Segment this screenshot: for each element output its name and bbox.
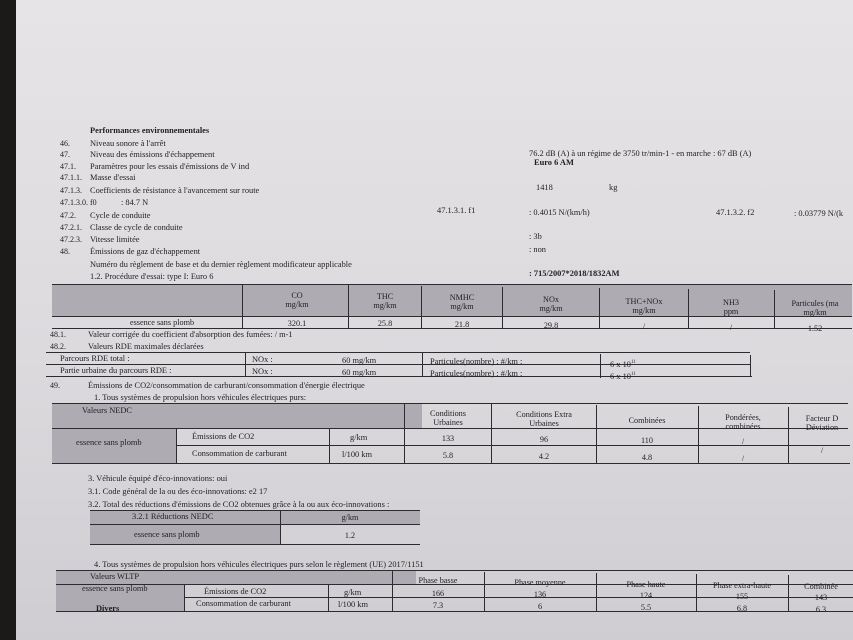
section-num: 47.2. xyxy=(60,211,76,220)
row-unit: g/km xyxy=(344,588,362,597)
table-cell: 6.8 xyxy=(736,604,748,613)
table-cell: / xyxy=(642,322,646,331)
section-label: Cycle de conduite xyxy=(90,211,151,220)
rde-part-value: 6 x $10^{11}$ xyxy=(610,371,636,381)
section-num: 47.2.3. xyxy=(60,235,82,244)
section-label: Classe de cycle de conduite xyxy=(90,223,183,232)
table-cell: 133 xyxy=(441,434,455,443)
section-value: : 3b xyxy=(529,232,542,241)
rde-nox-label: NOx : xyxy=(252,355,273,364)
col-header: Phase haute xyxy=(626,580,666,589)
col-header: NMHC mg/km xyxy=(449,293,475,311)
table-cell: 4.2 xyxy=(538,452,550,461)
footer-label: Divers xyxy=(96,604,120,613)
rde-row-label: Partie urbaine du parcours RDE : xyxy=(60,366,172,375)
table-cell: 124 xyxy=(639,591,653,600)
section-num: 47. xyxy=(60,150,70,159)
col-header: Conditions Urbaines xyxy=(430,409,466,427)
section-value: : non xyxy=(529,245,546,254)
section-label: Masse d'essai xyxy=(90,173,136,182)
section-label: Émissions de CO2/consommation de carburant/consommation d'énergie électrique xyxy=(88,381,365,390)
subsection-label: 1. Tous systèmes de propulsion hors véhicules électriques purs: xyxy=(94,393,307,402)
fuel-label: essence sans plomb xyxy=(82,584,148,593)
section-label: : 84.7 N xyxy=(121,198,149,207)
section-extra-label: 47.1.3.2. f2 xyxy=(716,208,755,217)
section-num: 47.2.1. xyxy=(60,223,82,232)
table-cell: 166 xyxy=(431,589,445,598)
eco-line: 3.1. Code général de la ou des éco-innovations: e2 17 xyxy=(88,487,268,496)
col-header: Combinée xyxy=(804,582,838,591)
section-label: Niveau des émissions d'échappement xyxy=(90,150,215,159)
section-label: Valeurs RDE maximales déclarées xyxy=(88,342,204,351)
section-label: Émissions de gaz d'échappement xyxy=(90,247,201,256)
table-cell: 110 xyxy=(641,436,653,445)
table-cell: 155 xyxy=(735,592,749,601)
section-num: 47.1.1. xyxy=(60,173,82,182)
section-num: 49. xyxy=(50,381,60,390)
rde-part-value: 6 x $10^{11}$ xyxy=(610,359,636,369)
rde-nox-label: NOx : xyxy=(252,367,273,376)
fuel-label: essence sans plomb xyxy=(134,530,200,539)
col-header: Phase moyenne xyxy=(514,578,566,587)
table-cell: 5.5 xyxy=(640,603,652,612)
section-num: 47.1. xyxy=(60,162,76,171)
wltp-title: Valeurs WLTP xyxy=(90,572,140,581)
table-cell: / xyxy=(820,446,824,455)
subsection-label: 4. Tous systèmes de propulsion hors véhicules électriques purs selon le règlement (UE) 2017/1151 xyxy=(94,560,424,569)
section-value: 76.2 dB (A) à un régime de 3750 tr/min-1 - en marche : 67 dB (A) xyxy=(529,149,752,158)
table-cell: / xyxy=(741,437,745,446)
document-page xyxy=(16,0,853,640)
section-extra-value: : 0.4015 N/(km/h) xyxy=(529,208,590,217)
rde-nox-value: 60 mg/km xyxy=(342,356,377,365)
rde-nox-value: 60 mg/km xyxy=(342,368,377,377)
section-num: 48. xyxy=(60,247,70,256)
row-label: Émissions de CO2 xyxy=(192,432,255,441)
row-unit: l/100 km xyxy=(342,450,373,459)
table-cell: 96 xyxy=(539,435,549,444)
table-cell: 143 xyxy=(814,593,828,602)
eco-line: 3. Véhicule équipé d'éco-innovations: oui xyxy=(88,474,228,483)
section-label: Coefficients de résistance à l'avancement sur route xyxy=(90,186,260,195)
table-cell: 320.1 xyxy=(287,319,307,328)
section-label: Niveau sonore à l'arrêt xyxy=(90,139,166,148)
rde-part-label: Particules(nombre) : #/km : xyxy=(430,369,523,378)
col-header: THC+NOx mg/km xyxy=(625,297,663,315)
reglement-value: : 715/2007*2018/1832AM xyxy=(529,269,620,278)
row-label: Consommation de carburant xyxy=(192,449,287,458)
row-unit: l/100 km xyxy=(338,600,369,609)
row-unit: g/km xyxy=(350,433,368,442)
table-cell: 21.8 xyxy=(454,320,470,329)
reduction-header: 3.2.1 Réductions NEDC xyxy=(132,512,214,521)
section-num: 48.2. xyxy=(50,342,66,351)
table-cell: / xyxy=(729,323,733,332)
section-num: 47.1.3. xyxy=(60,186,82,195)
section-num: 47.1.3.0. f0 xyxy=(60,198,97,207)
col-header: Phase basse xyxy=(418,576,458,585)
section-label: Valeur corrigée du coefficient d'absorption des fumées: / m-1 xyxy=(88,330,293,339)
col-header: Conditions Extra Urbaines xyxy=(516,410,572,428)
table-cell: 1.52 xyxy=(807,324,823,333)
section-label: Vitesse limitée xyxy=(90,235,140,244)
col-header: CO mg/km xyxy=(285,291,309,309)
col-header: NH3 ppm xyxy=(723,298,739,316)
section-extra-value: : 0.03779 N/(k xyxy=(794,209,844,218)
reglement-label: Numéro du règlement de base et du dernier règlement modificateur applicable xyxy=(90,260,352,269)
nedc-title: Valeurs NEDC xyxy=(82,406,133,415)
section-header: Performances environnementales xyxy=(90,126,210,135)
reduction-unit: g/km xyxy=(341,513,359,522)
section-unit: kg xyxy=(609,183,618,192)
col-header: Pondérées, combinées xyxy=(725,413,761,431)
col-header: Combinées xyxy=(628,416,666,425)
table-cell: 5.8 xyxy=(442,451,454,460)
table-cell: 4.8 xyxy=(641,453,653,462)
section-value: Euro 6 AM xyxy=(534,158,574,167)
reduction-value: 1.2 xyxy=(344,531,356,540)
table-cell: 7.3 xyxy=(432,601,444,610)
section-label: Paramètres pour les essais d'émissions de V ind xyxy=(90,162,250,171)
col-header: THC mg/km xyxy=(373,292,397,310)
section-num: 46. xyxy=(60,139,70,148)
col-header: Phase extra-haute xyxy=(713,581,771,590)
table-cell: 25.8 xyxy=(377,319,393,328)
section-value: 1418 xyxy=(536,183,553,192)
col-header: NOx mg/km xyxy=(539,295,563,313)
section-num: 48.1. xyxy=(50,330,66,339)
table-cell: 29.8 xyxy=(543,321,559,330)
row-label: Consommation de carburant xyxy=(196,599,291,608)
col-header: Particules (ma mg/km xyxy=(791,299,839,317)
procedure-label: 1.2. Procédure d'essai: type I: Euro 6 xyxy=(90,272,214,281)
fuel-label: essence sans plomb xyxy=(76,438,142,447)
row-label: essence sans plomb xyxy=(129,318,195,327)
rde-part-label: Particules(nombre) : #/km : xyxy=(430,357,523,366)
section-extra-label: 47.1.3.1. f1 xyxy=(437,206,476,215)
eco-line: 3.2. Total des réductions d'émissions de CO2 obtenues grâce à la ou aux éco-innovations : xyxy=(88,500,390,509)
table-cell: 136 xyxy=(533,590,547,599)
row-label: Émissions de CO2 xyxy=(204,587,267,596)
col-header: Facteur D Déviation xyxy=(805,414,839,432)
table-cell: 6 xyxy=(537,602,543,611)
rde-row-label: Parcours RDE total : xyxy=(60,354,130,363)
table-cell: 6.3 xyxy=(815,605,827,614)
table-cell: / xyxy=(741,454,745,463)
